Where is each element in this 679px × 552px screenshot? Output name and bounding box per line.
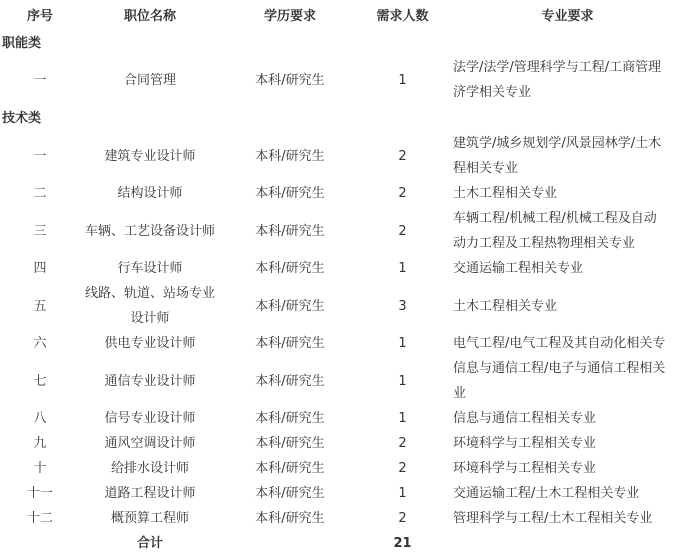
cell-position-line-2: 设计师 [130,311,170,326]
cell-count: 1 [398,373,407,389]
cell-major [445,55,679,105]
cell-education: 本科/研究生 [255,461,325,476]
cell-count: 1 [398,486,407,501]
table-row [0,506,679,531]
cell-count: 1 [398,261,407,276]
table-header [0,0,679,33]
cell-position: 供电专业设计师 [104,336,196,351]
table-body [0,33,679,552]
cell-major: 环境科学与工程相关专业 [453,461,597,476]
cell-major [445,206,679,256]
cell-major-line-1: 车辆工程/机械工程/机械工程及自动 [453,211,657,226]
cell-major-line-2: 济学相关专业 [453,85,532,100]
cell-seq: 三 [33,223,47,239]
cell-position: 建筑专业设计师 [104,148,196,164]
section-title: 技术类 [2,110,42,126]
cell-count: 3 [398,298,407,314]
header-position: 职位名称 [123,9,176,24]
header-seq: 序号 [26,9,53,24]
cell-major: 管理科学与工程/土木工程相关专业 [453,511,653,526]
cell-education: 本科/研究生 [255,223,325,239]
header-count: 需求人数 [376,9,429,24]
cell-education: 本科/研究生 [255,186,325,201]
table-row [0,55,679,105]
cell-major: 交通运输工程相关专业 [453,261,584,276]
table-row [0,331,679,356]
cell-seq: 十一 [26,486,53,501]
cell-seq: 一 [33,148,47,164]
table-row [0,181,679,206]
cell-position: 车辆、工艺设备设计师 [84,223,215,239]
cell-major-line-2: 动力工程及工程热物理相关专业 [453,236,636,251]
cell-position: 给排水设计师 [110,461,189,476]
cell-count: 1 [398,336,407,351]
cell-position: 道路工程设计师 [104,486,196,501]
cell-major: 电气工程/电气工程及其自动化相关专 [453,336,666,351]
total-label: 合计 [136,536,163,551]
cell-seq: 五 [33,298,47,314]
header-major: 专业要求 [541,9,594,24]
cell-education: 本科/研究生 [255,72,325,88]
table-row [0,256,679,281]
cell-major: 土木工程相关专业 [453,186,558,201]
cell-seq: 六 [33,336,47,351]
cell-major-line-1: 法学/法学/管理科学与工程/工商管理 [453,60,662,75]
cell-seq: 四 [33,261,47,276]
cell-count: 1 [398,411,407,426]
cell-major-line-1: 信息与通信工程/电子与通信工程相关 [453,361,666,376]
table-row [0,206,679,256]
cell-count: 2 [398,461,407,476]
cell-seq: 八 [33,411,47,426]
cell-education: 本科/研究生 [255,148,325,164]
cell-position-line-1: 线路、轨道、站场专业 [84,286,215,301]
table-row [0,406,679,431]
cell-position: 通信专业设计师 [104,373,196,389]
section-row [0,33,679,55]
cell-position: 结构设计师 [117,186,183,201]
cell-seq: 十二 [26,511,53,526]
cell-position: 概预算工程师 [110,511,189,526]
cell-seq: 十 [33,461,47,476]
cell-count: 2 [398,223,407,239]
table-row [0,356,679,406]
cell-position [80,281,220,331]
table-row [0,456,679,481]
cell-count: 2 [398,436,407,451]
cell-education: 本科/研究生 [255,261,325,276]
cell-seq: 七 [33,373,47,389]
cell-position: 通风空调设计师 [104,436,196,451]
cell-count: 1 [398,72,407,88]
total-row [0,531,679,552]
cell-education: 本科/研究生 [255,298,325,314]
cell-position: 行车设计师 [117,261,183,276]
cell-seq: 九 [33,436,47,451]
total-empty-2 [220,531,360,552]
cell-major: 土木工程相关专业 [453,298,558,314]
table-row [0,281,679,331]
cell-education: 本科/研究生 [255,411,325,426]
section-row [0,105,679,131]
section-title: 职能类 [2,36,42,51]
header-education: 学历要求 [263,9,316,24]
cell-education: 本科/研究生 [255,436,325,451]
cell-education: 本科/研究生 [255,486,325,501]
cell-major: 环境科学与工程相关专业 [453,436,597,451]
total-count: 21 [393,536,412,551]
total-empty-3 [445,531,679,552]
cell-major-line-1: 建筑学/城乡规划学/风景园林学/土木 [453,136,662,151]
cell-major-line-2: 程相关专业 [453,161,519,176]
cell-education: 本科/研究生 [255,336,325,351]
cell-position: 信号专业设计师 [104,411,196,426]
cell-seq: 二 [33,186,47,201]
cell-major: 交通运输工程/土木工程相关专业 [453,486,640,501]
total-empty-1 [0,531,80,552]
cell-seq: 一 [33,72,47,88]
cell-count: 2 [398,511,407,526]
cell-education: 本科/研究生 [255,511,325,526]
table-row [0,481,679,506]
cell-education: 本科/研究生 [255,373,325,389]
cell-major [445,356,679,406]
cell-major-line-2: 业 [453,386,467,401]
table-row [0,431,679,456]
cell-major [445,131,679,181]
cell-count: 2 [398,148,407,164]
cell-count: 2 [398,186,407,201]
cell-position: 合同管理 [123,72,176,88]
cell-major: 信息与通信工程相关专业 [453,411,597,426]
table-row [0,131,679,181]
